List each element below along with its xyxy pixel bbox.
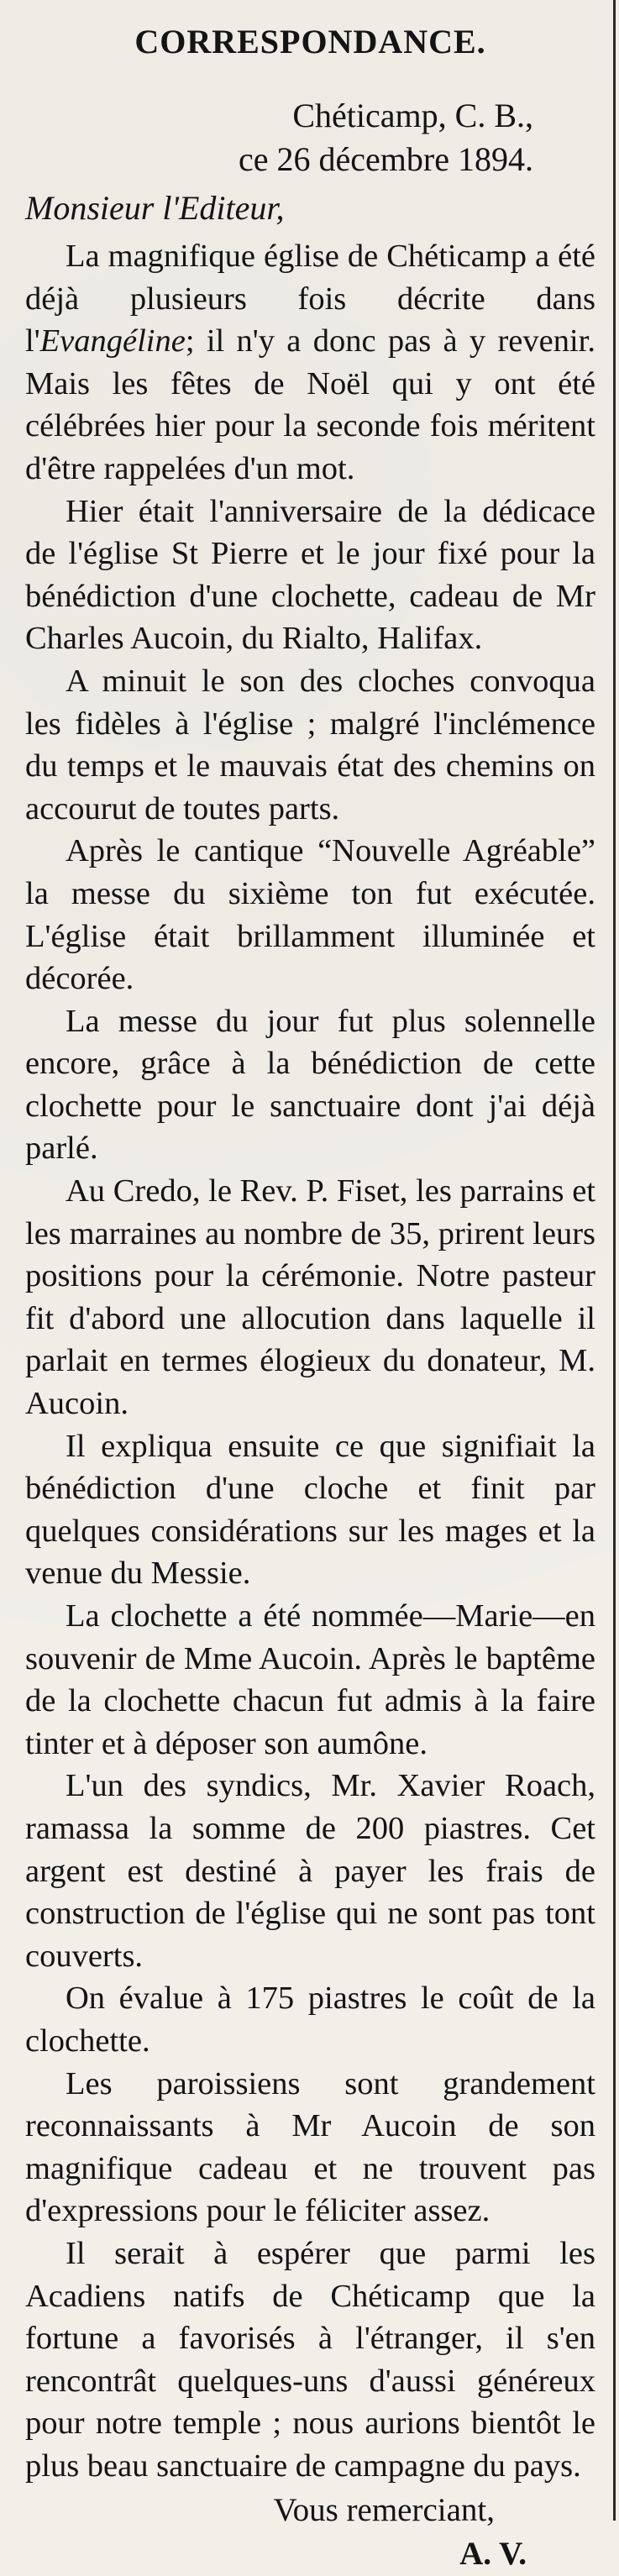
paragraph — [25, 235, 595, 491]
article-heading: CORRESPONDANCE. — [134, 23, 486, 60]
paragraph: Il expliqua ensuite ce que signifiait la bénédiction d'une cloche et finit par quelques considérations sur les mages et la venue du Messie. — [25, 1428, 595, 1592]
dateline — [25, 94, 595, 181]
newspaper-title: Evangéline — [39, 323, 186, 359]
paragraph: L'un des syndics, Mr. Xavier Roach, ramassa la somme de 200 piastres. Cet argent est destiné à payer les frais de construction de l'église qui ne sont pas tont couverts. — [25, 1768, 595, 1974]
article-body — [25, 235, 595, 2487]
paragraph: A minuit le son des cloches convoqua les fidèles à l'église ; malgré l'inclémence du temps et le mauvais état des chemins on accourut de toutes parts. — [25, 663, 595, 826]
paragraph-text: ; il n'y a donc pas à y revenir. Mais les fêtes de Noël qui y ont été célébrées hier pour la seconde fois méritent d'être rappelées d'un mot. — [25, 323, 595, 486]
paragraph: La clochette a été nommée—Marie—en souvenir de Mme Aucoin. Après le baptême de la clochette chacun fut admis à la faire tinter et à déposer son aumône. — [25, 1598, 595, 1761]
dateline-place: Chéticamp, C. B., — [292, 97, 533, 134]
salutation: Monsieur l'Editeur, — [25, 189, 285, 227]
paragraph: On évalue à 175 piastres le coût de la clochette. — [25, 1981, 595, 2059]
paragraph: Après le cantique “Nouvelle Agréable” la messe du sixième ton fut exécutée. L'église était brillamment illuminée et décorée. — [25, 833, 595, 997]
paragraph-text: La magnifique église de Chéticamp a été déjà plusieurs fois décrite dans l' — [25, 239, 595, 359]
signature: A. V. — [459, 2536, 527, 2573]
paragraph: Au Credo, le Rev. P. Fiset, les parrains et les marraines au nombre de 35, prirent leurs positions pour la cérémonie. Notre pasteur fit d'abord une allocution dans laquelle il parlait en termes élogieux du donateur, M. Aucoin. — [25, 1173, 595, 1422]
dateline-date: ce 26 décembre 1894. — [239, 140, 533, 178]
paragraph: La messe du jour fut plus solennelle encore, grâce à la bénédiction de cette clochette pour le sanctuaire dont j'ai déjà parlé. — [25, 1003, 595, 1167]
paragraph: Les paroissiens sont grandement reconnaissants à Mr Aucoin de son magnifique cadeau et ne trouvent pas d'expressions pour le féliciter assez. — [25, 2065, 595, 2229]
paragraph: Hier était l'anniversaire de la dédicace de l'église St Pierre et le jour fixé pour la bénédiction d'une clochette, cadeau de Mr Charles Aucoin, du Rialto, Halifax. — [25, 493, 595, 657]
closing: Vous remerciant, — [273, 2492, 495, 2529]
column-rule — [613, 0, 616, 2521]
paragraph: Il serait à espérer que parmi les Acadiens natifs de Chéticamp que la fortune a favorisés à l'étranger, il s'en rencontrât quelques-uns d'aussi généreux pour notre temple ; nous aurions bientôt le plus beau sanctuaire de campagne du pays. — [25, 2235, 595, 2484]
